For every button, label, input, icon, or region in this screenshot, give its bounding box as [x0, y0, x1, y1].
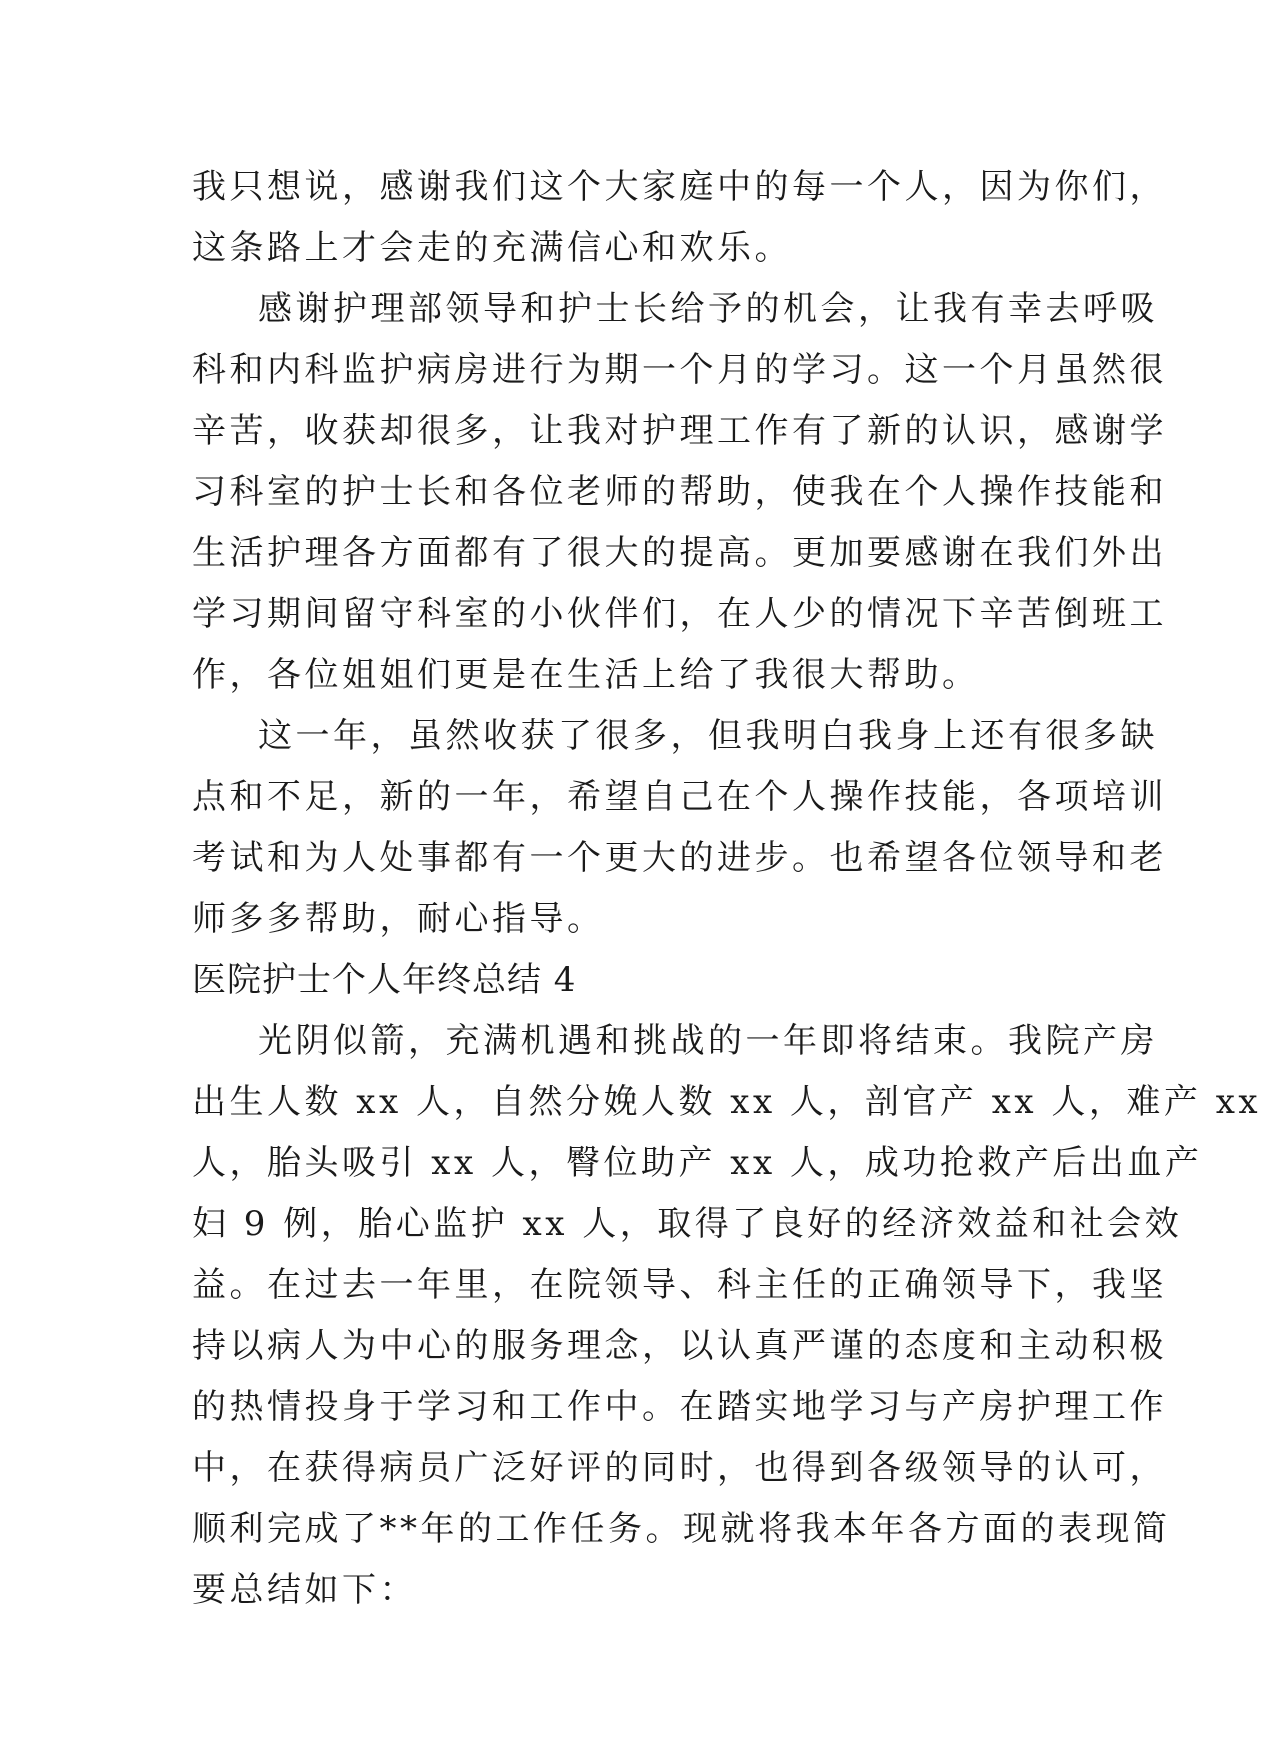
- paragraph-line: 出生人数 xx 人，自然分娩人数 xx 人，剖官产 xx 人，难产 xx: [192, 1082, 1261, 1122]
- paragraph-line: 益。在过去一年里，在院领导、科主任的正确领导下，我坚: [192, 1265, 1167, 1305]
- paragraph-line: 光阴似箭，充满机遇和挑战的一年即将结束。我院产房: [258, 1021, 1158, 1061]
- paragraph-line: 学习期间留守科室的小伙伴们，在人少的情况下辛苦倒班工: [192, 594, 1167, 634]
- paragraph-line: 辛苦，收获却很多，让我对护理工作有了新的认识，感谢学: [192, 411, 1167, 451]
- paragraph-line: 人，胎头吸引 xx 人，臀位助产 xx 人，成功抢救产后出血产: [192, 1143, 1203, 1183]
- paragraph-line: 的热情投身于学习和工作中。在踏实地学习与产房护理工作: [192, 1387, 1167, 1427]
- paragraph-line: 师多多帮助，耐心指导。: [192, 899, 605, 939]
- paragraph-line: 我只想说，感谢我们这个大家庭中的每一个人，因为你们，: [192, 167, 1167, 207]
- paragraph-line: 作，各位姐姐们更是在生活上给了我很大帮助。: [192, 655, 980, 695]
- paragraph-line: 这条路上才会走的充满信心和欢乐。: [192, 228, 792, 268]
- paragraph-line: 点和不足，新的一年，希望自己在个人操作技能，各项培训: [192, 777, 1167, 817]
- paragraph-line: 要总结如下：: [192, 1570, 417, 1610]
- paragraph-line: 生活护理各方面都有了很大的提高。更加要感谢在我们外出: [192, 533, 1167, 573]
- section-heading: 医院护士个人年终总结 4: [192, 960, 577, 1000]
- paragraph-line: 这一年，虽然收获了很多，但我明白我身上还有很多缺: [258, 716, 1158, 756]
- paragraph-line: 妇 9 例，胎心监护 xx 人，取得了良好的经济效益和社会效: [192, 1204, 1183, 1244]
- paragraph-line: 科和内科监护病房进行为期一个月的学习。这一个月虽然很: [192, 350, 1167, 390]
- paragraph-line: 感谢护理部领导和护士长给予的机会，让我有幸去呼吸: [258, 289, 1158, 329]
- paragraph-line: 顺利完成了**年的工作任务。现就将我本年各方面的表现简: [192, 1509, 1171, 1549]
- paragraph-line: 习科室的护士长和各位老师的帮助，使我在个人操作技能和: [192, 472, 1167, 512]
- document-body: [192, 157, 1261, 1621]
- paragraph-line: 考试和为人处事都有一个更大的进步。也希望各位领导和老: [192, 838, 1167, 878]
- paragraph-line: 持以病人为中心的服务理念，以认真严谨的态度和主动积极: [192, 1326, 1167, 1366]
- paragraph-line: 中，在获得病员广泛好评的同时，也得到各级领导的认可，: [192, 1448, 1167, 1488]
